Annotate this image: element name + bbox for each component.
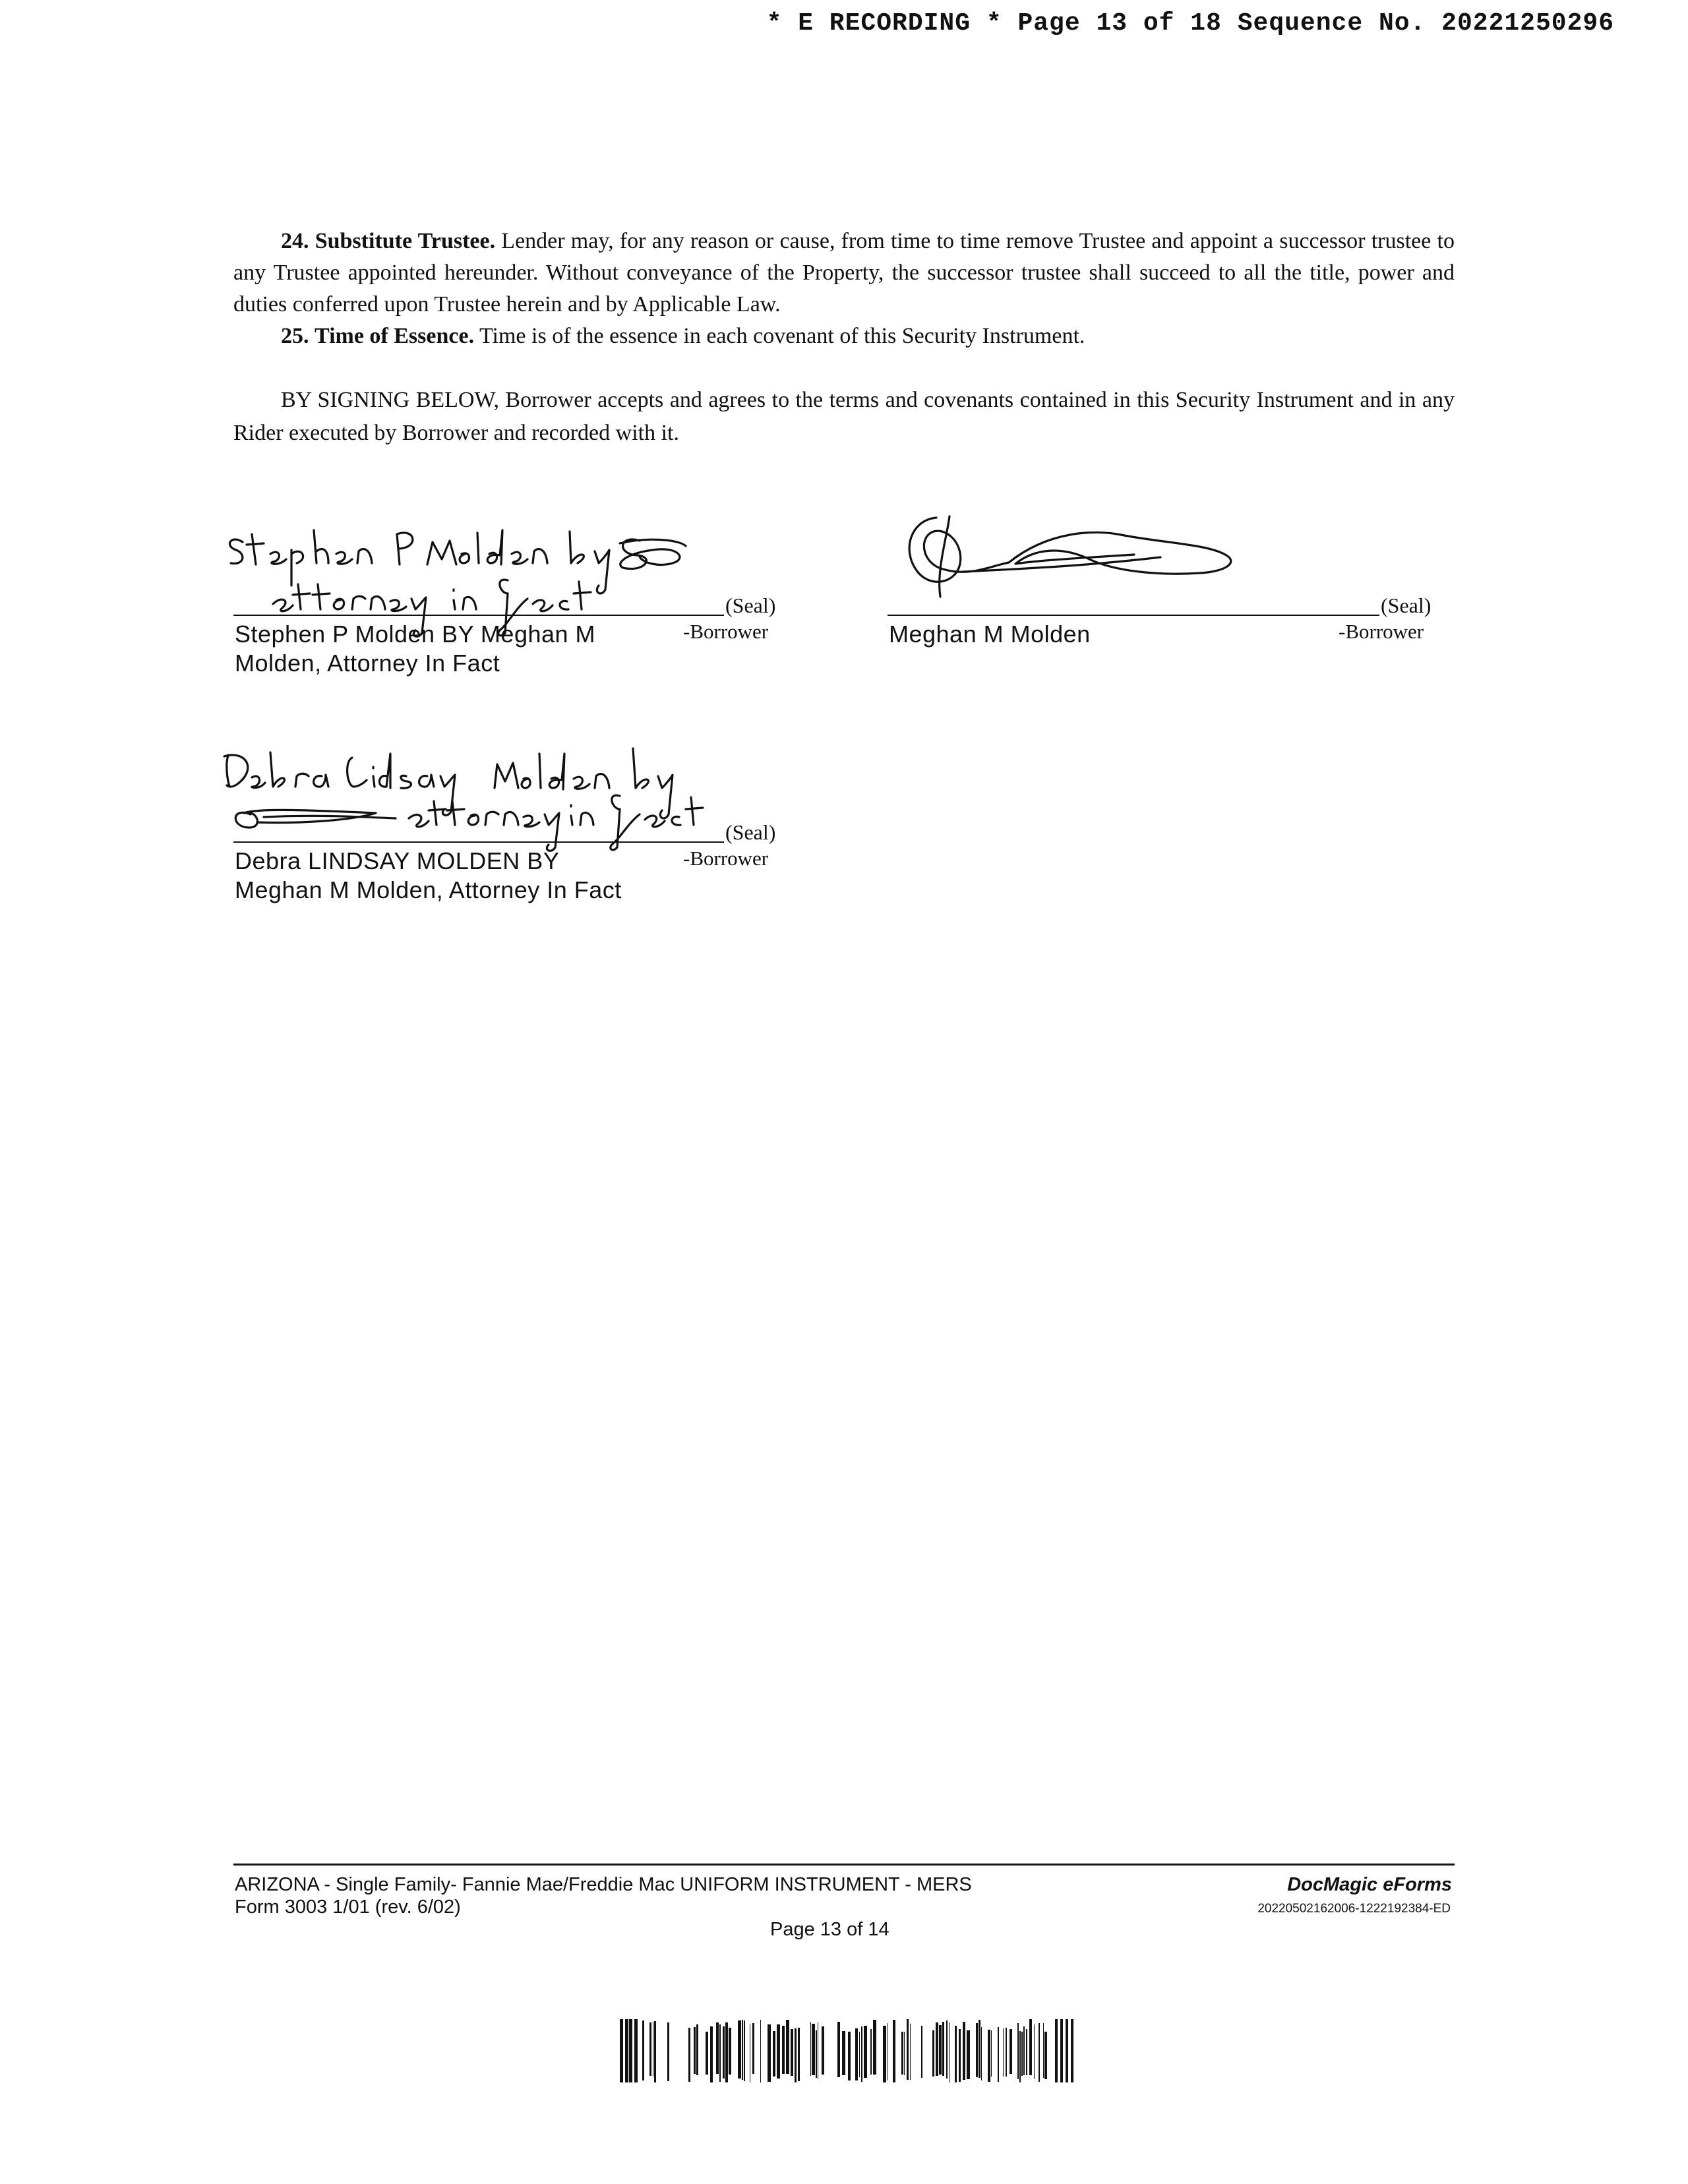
signer-name-meghan xyxy=(889,620,1091,649)
signer-name-line: Stephen P Molden BY Meghan M xyxy=(235,621,596,648)
footer-page-label: Page 13 of 14 xyxy=(770,1919,889,1940)
docmagic-logo: DocMagic eForms xyxy=(1287,1874,1452,1895)
section-24-number: 24. xyxy=(281,229,309,253)
section-24-title: Substitute Trustee. xyxy=(315,229,496,253)
signer-name-line: Molden, Attorney In Fact xyxy=(235,650,500,677)
signer-name-line: Meghan M Molden xyxy=(889,621,1091,648)
signature-line-meghan xyxy=(888,615,1379,616)
barcode xyxy=(620,2019,1075,2082)
signature-meghan-handwriting xyxy=(897,511,1240,603)
recording-stamp: * E RECORDING * Page 13 of 18 Sequence No. 20221250296 xyxy=(766,9,1614,38)
section-25-text: Time is of the essence in each covenant of this Security Instrument. xyxy=(479,324,1085,348)
signer-name-debra xyxy=(235,847,622,905)
signing-statement: BY SIGNING BELOW, Borrower accepts and agrees to the terms and covenants contained in this Security Instrument and in any Rider executed by Borrower and recorded with it. xyxy=(233,388,1455,445)
seal-label: (Seal) xyxy=(1381,593,1432,617)
footer-form-title: ARIZONA - Single Family- Fannie Mae/Freddie Mac UNIFORM INSTRUMENT - MERS xyxy=(235,1874,972,1895)
signature-line-debra xyxy=(233,841,724,843)
signer-name-stephen xyxy=(235,620,595,678)
footer-doc-id: 20220502162006-1222192384-ED xyxy=(1257,1902,1451,1916)
signer-name-line: Meghan M Molden, Attorney In Fact xyxy=(235,876,622,903)
section-25 xyxy=(233,320,1455,352)
borrower-label: -Borrower xyxy=(683,620,769,643)
footer-rule xyxy=(233,1864,1455,1866)
seal-label: (Seal) xyxy=(725,593,776,617)
signer-name-line: Debra LINDSAY MOLDEN BY xyxy=(235,847,560,874)
signature-debra-handwriting xyxy=(218,735,679,834)
section-24 xyxy=(233,226,1455,320)
signature-stephen-handwriting xyxy=(218,508,679,613)
footer-form-number: Form 3003 1/01 (rev. 6/02) xyxy=(235,1896,461,1918)
seal-label: (Seal) xyxy=(725,820,776,844)
borrower-label: -Borrower xyxy=(1339,620,1424,643)
section-25-title: Time of Essence. xyxy=(315,324,475,348)
section-24-text: Lender may, for any reason or cause, from time to time remove Trustee and appoint a successor trustee to any Trustee appointed hereunder. Without conveyance of the Property, the successor trustee shall succeed to all the title, power and duties conferred upon Trustee herein and by Applicable Law. xyxy=(233,229,1455,317)
signature-line-stephen xyxy=(233,615,724,616)
borrower-label: -Borrower xyxy=(683,847,769,870)
section-25-number: 25. xyxy=(281,324,309,348)
